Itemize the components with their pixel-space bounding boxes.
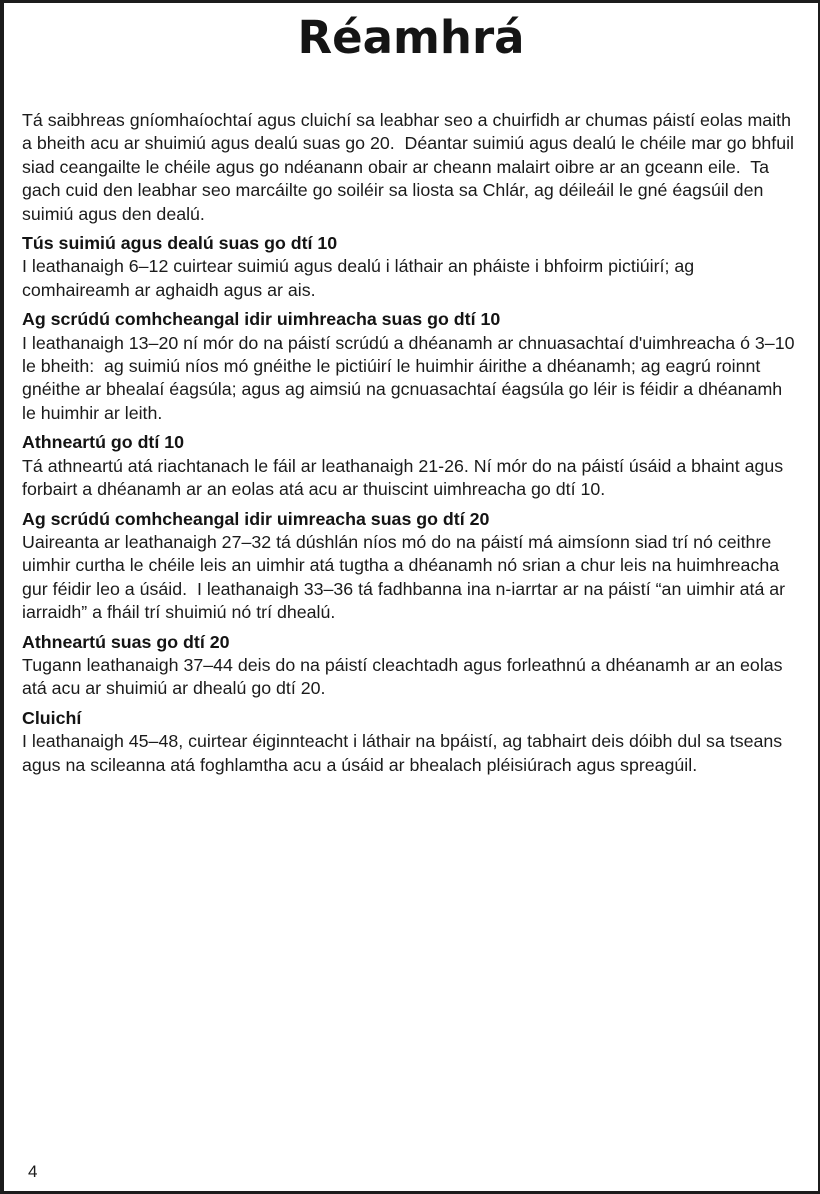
section-heading: Cluichí — [22, 707, 82, 728]
section-body: Tá athneartú atá riachtanach le fáil ar leathanaigh 21-26. Ní mór do na páistí úsáid a bhaint agus forbairt a dhéanamh ar an eolas atá acu ar thuiscint uimhreacha go dtí 10. — [22, 455, 789, 500]
section-tus-suimiu — [22, 232, 800, 302]
section-comhcheangal-20 — [22, 508, 800, 625]
intro-paragraph: Tá saibhreas gníomhaíochtaí agus cluichí sa leabhar seo a chuirfidh ar chumas páistí eolas maith a bheith acu ar shuimiú agus dealú suas go 20. Déantar suimiú agus dealú le chéile mar go bhfuil siad ceangailte le chéile agus go ndéanann obair ar cheann malairt oibre ar an gceann eile. Ta gach cuid den leabhar seo marcáilte go soiléir sa liosta sa Chlár, ag déileáil le gné éagsúil den suimiú agus den dealú. — [22, 110, 799, 224]
section-heading: Ag scrúdú comhcheangal idir uimreacha suas go dtí 20 — [22, 508, 490, 529]
page-content — [4, 109, 818, 777]
section-body: I leathanaigh 13–20 ní mór do na páistí scrúdú a dhéanamh ar chnuasachtaí d'uimhreacha ó 3–10 le bheith: ag suimiú níos mó gnéithe le pictiúirí le huimhir áirithe a dhéanamh; ag eagrú roinnt gnéithe ar bhealaí éagsúla; agus ag aimsiú na gcnuasachtaí éagsúla go léir is féidir a dhéanamh le huimhir ar leith. — [22, 332, 800, 423]
section-body: I leathanaigh 45–48, cuirtear éiginnteacht i láthair na bpáistí, ag tabhairt deis dóibh dul sa tseans agus na scileanna atá foghlamtha acu a úsáid ar bhealach pléisiúrach agus spreagúil. — [22, 731, 788, 775]
page-number: 4 — [28, 1162, 38, 1181]
section-body: I leathanaigh 6–12 cuirtear suimiú agus dealú i láthair an pháiste i bhfoirm pictiúirí; ag comhaireamh ar aghaidh agus ar ais. — [22, 256, 700, 300]
section-body: Uaireanta ar leathanaigh 27–32 tá dúshlán níos mó do na páistí má aimsíonn siad trí nó ceithre uimhir curtha le chéile leis an uimhir atá tugtha a dhéanamh nó srian a chur leis na huimhreacha gur féidir leo a úsáid. I leathanaigh 33–36 tá fadhbanna ina n-iarrtar ar na páistí “an uimhir atá ar iarraidh” a fháil trí shuimiú nó trí dhealú. — [22, 531, 791, 623]
section-athneartu-20 — [22, 631, 800, 701]
section-comhcheangal-10 — [22, 308, 800, 425]
page-title: Réamhrá — [297, 11, 525, 64]
section-heading: Tús suimiú agus dealú suas go dtí 10 — [22, 233, 338, 254]
section-cluichi — [22, 707, 800, 777]
section-heading: Ag scrúdú comhcheangal idir uimhreacha suas go dtí 10 — [22, 309, 501, 330]
section-heading: Athneartú suas go dtí 20 — [22, 631, 230, 652]
section-athneartu-10 — [22, 431, 800, 501]
section-heading: Athneartú go dtí 10 — [22, 432, 185, 453]
section-body: Tugann leathanaigh 37–44 deis do na páistí cleachtadh agus forleathnú a dhéanamh ar an eolas atá acu ar shuimiú ar dhealú go dtí 20. — [22, 654, 788, 699]
